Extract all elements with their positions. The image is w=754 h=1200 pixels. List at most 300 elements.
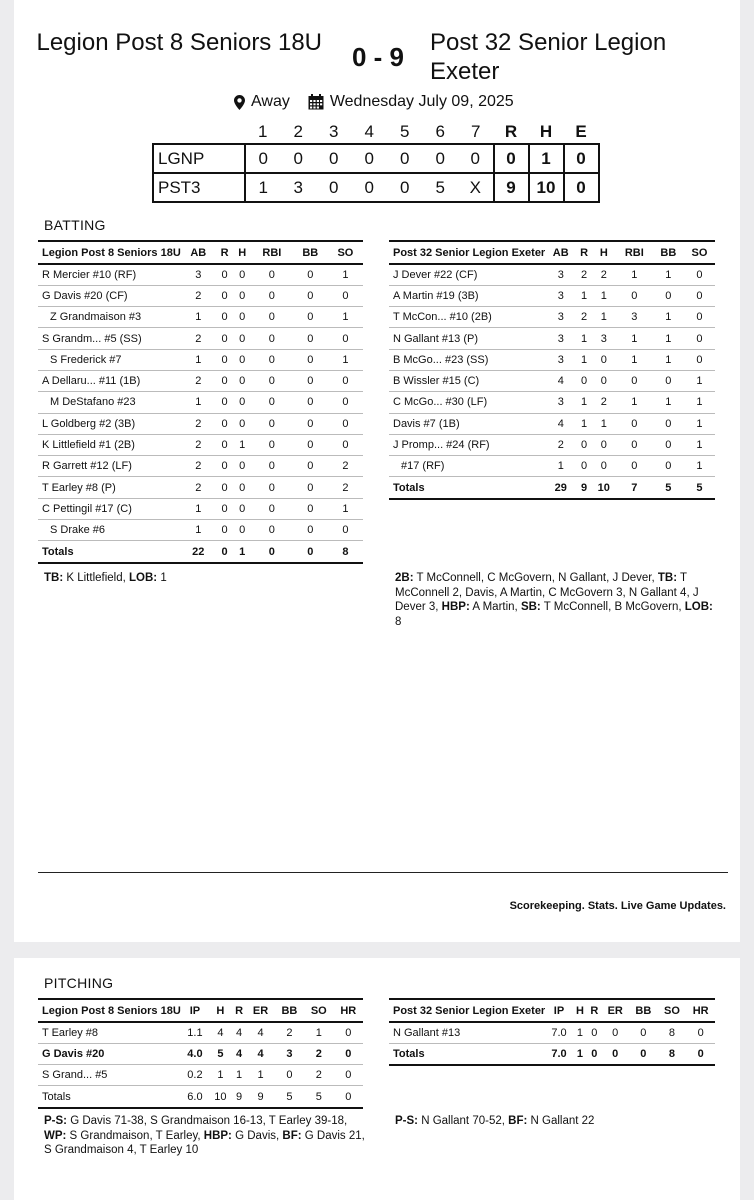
- line-score-header: [153, 120, 599, 144]
- stat-cell: 1: [592, 413, 616, 434]
- hits-total: 10: [529, 173, 564, 202]
- total-cell: 9: [232, 1086, 247, 1108]
- player-row: [38, 349, 363, 370]
- stat-cell: 1: [181, 520, 216, 541]
- stat-cell: 8: [658, 1022, 687, 1043]
- stat-cell: 0: [216, 477, 234, 498]
- inning-header: 7: [471, 121, 481, 141]
- stat-cell: 0: [328, 392, 363, 413]
- player-row: [389, 1022, 715, 1043]
- stat-cell: 3: [545, 349, 576, 370]
- stat-cell: 1: [233, 434, 251, 455]
- player-row: [389, 285, 715, 306]
- stat-cell: 0: [576, 456, 592, 477]
- runs-header: R: [504, 121, 518, 141]
- totals-label: Totals: [38, 541, 181, 563]
- note-label: TB:: [44, 572, 64, 584]
- player-name: G Davis #20 (CF): [38, 285, 181, 306]
- note-text: T McConnell 2, Davis, A Martin, C McGovern 3, N Gallant 4, J Dever 3,: [395, 572, 699, 613]
- stat-cell: 1: [181, 498, 216, 519]
- errors-total: 0: [564, 144, 599, 173]
- stat-cell: 0: [216, 392, 234, 413]
- stat-cell: 1: [328, 498, 363, 519]
- total-cell: 0: [587, 1043, 601, 1065]
- stat-cell: 1: [246, 1065, 274, 1086]
- inning-score: 0: [245, 144, 281, 173]
- note-text: A Martin,: [469, 601, 521, 613]
- stat-cell: 0: [216, 307, 234, 328]
- stat-cell: 4: [232, 1022, 247, 1043]
- player-name: C McGo... #30 (LF): [389, 392, 545, 413]
- player-name: M DeStafano #23: [38, 392, 181, 413]
- stat-cell: 0: [251, 520, 293, 541]
- inning-header: 5: [400, 121, 410, 141]
- inning-score: 0: [387, 173, 423, 202]
- note-label: BF:: [282, 1129, 302, 1142]
- column-header: SO: [328, 241, 363, 264]
- player-row: [38, 285, 363, 306]
- stat-cell: 1: [616, 349, 653, 370]
- stat-cell: 1: [181, 307, 216, 328]
- inning-score: 0: [352, 144, 388, 173]
- total-cell: 0: [216, 541, 234, 563]
- player-name: #17 (RF): [389, 456, 545, 477]
- stat-cell: 2: [181, 456, 216, 477]
- inning-header: 3: [329, 121, 339, 141]
- column-header: HR: [686, 999, 715, 1022]
- stat-cell: 0: [233, 349, 251, 370]
- total-cell: 1: [573, 1043, 587, 1065]
- total-cell: 10: [209, 1086, 232, 1108]
- stat-cell: 2: [592, 392, 616, 413]
- stat-cell: 0: [587, 1022, 601, 1043]
- player-name: S Frederick #7: [38, 349, 181, 370]
- stat-cell: 0: [576, 434, 592, 455]
- stat-cell: 0: [293, 520, 328, 541]
- footer-tagline: Scorekeeping. Stats. Live Game Updates.: [509, 900, 726, 912]
- stat-cell: 1: [616, 264, 653, 285]
- player-row: [38, 413, 363, 434]
- stat-cell: 0: [233, 370, 251, 391]
- player-name: J Promp... #24 (RF): [389, 434, 545, 455]
- stat-cell: 1: [592, 285, 616, 306]
- stat-cell: 0: [251, 413, 293, 434]
- column-header: H: [233, 241, 251, 264]
- player-row: [38, 456, 363, 477]
- stat-cell: 1: [304, 1022, 333, 1043]
- inning-score: 3: [281, 173, 317, 202]
- stat-cell: 0: [233, 285, 251, 306]
- player-row: [38, 370, 363, 391]
- column-header: BB: [293, 241, 328, 264]
- stat-cell: 0: [592, 456, 616, 477]
- totals-row: [38, 541, 363, 563]
- player-row: [389, 392, 715, 413]
- note-text: T McConnell, B McGovern,: [540, 601, 685, 613]
- stat-cell: 0: [629, 1022, 658, 1043]
- team-abbrev: LGNP: [153, 144, 245, 173]
- totals-row: [389, 1043, 715, 1065]
- stat-cell: 0: [653, 285, 684, 306]
- note-text: G Davis 21, S Grandmaison 4, T Earley 10: [44, 1129, 365, 1156]
- stat-cell: 0: [251, 456, 293, 477]
- stat-cell: 3: [592, 328, 616, 349]
- stat-cell: 0: [251, 264, 293, 285]
- stat-cell: 1: [684, 392, 715, 413]
- away-batting-notes: [44, 571, 364, 586]
- inning-header: 6: [435, 121, 445, 141]
- total-cell: 6.0: [181, 1086, 209, 1108]
- total-cell: 0: [686, 1043, 715, 1065]
- note-label: SB:: [520, 601, 541, 613]
- player-name: R Garrett #12 (LF): [38, 456, 181, 477]
- stat-cell: 0: [293, 413, 328, 434]
- stat-cell: 0: [233, 307, 251, 328]
- stat-cell: 0: [653, 434, 684, 455]
- map-pin-icon: [234, 95, 245, 110]
- column-header: R: [232, 999, 247, 1022]
- inning-header: 4: [364, 121, 374, 141]
- total-cell: 5: [275, 1086, 304, 1108]
- column-header: R: [587, 999, 601, 1022]
- stat-cell: 0: [686, 1022, 715, 1043]
- home-batting-table: [389, 240, 715, 500]
- stat-cell: 4: [545, 370, 576, 391]
- stat-cell: 1: [576, 328, 592, 349]
- player-name: N Gallant #13 (P): [389, 328, 545, 349]
- player-name: B McGo... #23 (SS): [389, 349, 545, 370]
- stat-cell: 0: [216, 349, 234, 370]
- player-row: [38, 477, 363, 498]
- hits-total: 1: [529, 144, 564, 173]
- stat-cell: 2: [545, 434, 576, 455]
- calendar-icon: [308, 94, 324, 110]
- stat-cell: 1: [653, 392, 684, 413]
- stat-cell: 1: [328, 264, 363, 285]
- team-header: Legion Post 8 Seniors 18U: [38, 241, 181, 264]
- stat-cell: 3: [275, 1043, 304, 1064]
- stat-cell: 0: [251, 434, 293, 455]
- column-header: H: [209, 999, 232, 1022]
- stat-cell: 0: [684, 264, 715, 285]
- stat-cell: 2: [576, 264, 592, 285]
- totals-row: [38, 1086, 363, 1108]
- total-cell: 5: [653, 477, 684, 499]
- home-pitching-notes: [395, 1114, 720, 1129]
- note-text: T McConnell, C McGovern, N Gallant, J Dever,: [413, 572, 658, 584]
- runs-total: 9: [494, 173, 529, 202]
- stat-cell: 0: [216, 413, 234, 434]
- player-row: [38, 1043, 363, 1064]
- stat-cell: 0: [251, 349, 293, 370]
- note-text: 8: [395, 615, 402, 628]
- inning-score: 0: [281, 144, 317, 173]
- note-text: N Gallant 70-52,: [418, 1115, 509, 1127]
- note-label: 2B:: [395, 572, 414, 584]
- stat-cell: 1: [576, 392, 592, 413]
- away-pitching-notes: [44, 1114, 369, 1158]
- stat-cell: 0: [216, 264, 234, 285]
- note-label: BF:: [508, 1115, 528, 1127]
- totals-row: [389, 477, 715, 499]
- player-row: [389, 328, 715, 349]
- note-text: G Davis,: [231, 1129, 283, 1142]
- stat-cell: 0: [616, 370, 653, 391]
- player-row: [389, 456, 715, 477]
- away-pitching-table: [38, 998, 363, 1109]
- stat-cell: 1: [232, 1065, 247, 1086]
- home-pitching-table: [389, 998, 715, 1066]
- stat-cell: 1: [684, 370, 715, 391]
- note-label: P-S:: [395, 1115, 418, 1127]
- home-batting-notes: [395, 571, 720, 629]
- stat-cell: 0: [251, 328, 293, 349]
- total-cell: 0: [251, 541, 293, 563]
- stat-cell: 0: [592, 370, 616, 391]
- stat-cell: 4: [545, 413, 576, 434]
- column-header: BB: [653, 241, 684, 264]
- stat-cell: 0: [616, 413, 653, 434]
- stat-cell: 0: [216, 370, 234, 391]
- stat-cell: 0: [293, 477, 328, 498]
- stat-cell: 2: [304, 1065, 333, 1086]
- column-header: R: [576, 241, 592, 264]
- player-name: A Martin #19 (3B): [389, 285, 545, 306]
- note-text: N Gallant 22: [527, 1115, 595, 1127]
- note-label: P-S:: [44, 1115, 67, 1127]
- hits-header: H: [539, 121, 553, 141]
- player-name: R Mercier #10 (RF): [38, 264, 181, 285]
- total-cell: 0: [629, 1043, 658, 1065]
- stat-cell: 0: [293, 307, 328, 328]
- stat-cell: 1: [653, 307, 684, 328]
- player-row: [38, 434, 363, 455]
- totals-label: Totals: [389, 1043, 545, 1065]
- total-cell: 7: [616, 477, 653, 499]
- stat-cell: 2: [592, 264, 616, 285]
- stat-cell: 2: [328, 456, 363, 477]
- stat-cell: 0: [216, 520, 234, 541]
- final-score: 0 - 9: [351, 42, 405, 72]
- player-name: B Wissler #15 (C): [389, 370, 545, 391]
- inning-score: 0: [387, 144, 423, 173]
- player-name: Davis #7 (1B): [389, 413, 545, 434]
- stat-cell: 3: [181, 264, 216, 285]
- inning-score: 0: [458, 144, 494, 173]
- stat-cell: 0: [328, 520, 363, 541]
- stat-cell: 3: [545, 307, 576, 328]
- total-cell: 0: [601, 1043, 629, 1065]
- stat-cell: 0: [616, 434, 653, 455]
- box-score-card: [14, 0, 740, 942]
- player-row: [389, 413, 715, 434]
- stat-cell: 0: [592, 434, 616, 455]
- player-row: [389, 349, 715, 370]
- runs-total: 0: [494, 144, 529, 173]
- stat-cell: 4.0: [181, 1043, 209, 1064]
- total-cell: 0: [293, 541, 328, 563]
- stat-cell: 0: [216, 328, 234, 349]
- stat-cell: 0: [293, 285, 328, 306]
- inning-score: X: [458, 173, 494, 202]
- player-name: A Dellaru... #11 (1B): [38, 370, 181, 391]
- player-name: T Earley #8 (P): [38, 477, 181, 498]
- stat-cell: 0: [334, 1043, 363, 1064]
- player-name: S Grand... #5: [38, 1065, 181, 1086]
- column-header: ER: [601, 999, 629, 1022]
- stat-cell: 2: [181, 285, 216, 306]
- stat-cell: 3: [545, 392, 576, 413]
- stat-cell: 0: [592, 349, 616, 370]
- stat-cell: 1: [576, 285, 592, 306]
- stat-cell: 4: [246, 1022, 274, 1043]
- line-score-row: [153, 144, 599, 173]
- stat-cell: 1: [616, 392, 653, 413]
- total-cell: 5: [684, 477, 715, 499]
- stat-cell: 0: [653, 413, 684, 434]
- player-name: J Dever #22 (CF): [389, 264, 545, 285]
- column-header: SO: [658, 999, 687, 1022]
- column-header: SO: [304, 999, 333, 1022]
- stat-cell: 0: [328, 328, 363, 349]
- stat-cell: 1: [684, 456, 715, 477]
- stat-cell: 2: [304, 1043, 333, 1064]
- player-row: [38, 1065, 363, 1086]
- stat-cell: 0: [293, 392, 328, 413]
- stat-cell: 0: [233, 328, 251, 349]
- stat-cell: 1: [328, 349, 363, 370]
- note-label: LOB:: [684, 601, 713, 613]
- stat-cell: 0: [328, 370, 363, 391]
- stat-cell: 1.1: [181, 1022, 209, 1043]
- stat-cell: 1: [684, 413, 715, 434]
- player-name: T McCon... #10 (2B): [389, 307, 545, 328]
- column-header: IP: [545, 999, 573, 1022]
- column-header: AB: [181, 241, 216, 264]
- errors-header: E: [575, 121, 587, 141]
- stat-cell: 0: [684, 285, 715, 306]
- inning-score: 0: [352, 173, 388, 202]
- stat-cell: 5: [209, 1043, 232, 1064]
- stat-cell: 0: [216, 498, 234, 519]
- player-name: S Grandm... #5 (SS): [38, 328, 181, 349]
- game-date: Wednesday July 09, 2025: [329, 93, 514, 110]
- stat-cell: 0: [293, 456, 328, 477]
- column-header: SO: [684, 241, 715, 264]
- location-label: Away: [251, 93, 290, 110]
- player-row: [389, 264, 715, 285]
- pitching-title: PITCHING: [44, 975, 114, 991]
- stat-cell: 2: [181, 434, 216, 455]
- player-name: C Pettingil #17 (C): [38, 498, 181, 519]
- stat-cell: 1: [181, 392, 216, 413]
- total-cell: 7.0: [545, 1043, 573, 1065]
- home-team-name: Post 32 Senior Legion Exeter: [430, 29, 667, 85]
- stat-cell: 0: [251, 285, 293, 306]
- stat-cell: 0: [233, 477, 251, 498]
- stat-cell: 4: [246, 1043, 274, 1064]
- column-header: AB: [545, 241, 576, 264]
- stat-cell: 1: [653, 349, 684, 370]
- stat-cell: 1: [592, 307, 616, 328]
- stat-cell: 0: [293, 328, 328, 349]
- player-row: [38, 392, 363, 413]
- stat-cell: 0: [601, 1022, 629, 1043]
- stat-cell: 2: [275, 1022, 304, 1043]
- stat-cell: 0: [293, 434, 328, 455]
- total-cell: 8: [328, 541, 363, 563]
- total-cell: 10: [592, 477, 616, 499]
- stat-cell: 0: [216, 285, 234, 306]
- column-header: BB: [629, 999, 658, 1022]
- player-name: N Gallant #13: [389, 1022, 545, 1043]
- stat-cell: 7.0: [545, 1022, 573, 1043]
- stat-cell: 0: [328, 434, 363, 455]
- team-header: Legion Post 8 Seniors 18U: [38, 999, 181, 1022]
- stat-cell: 0: [233, 520, 251, 541]
- player-row: [38, 328, 363, 349]
- inning-score: 1: [245, 173, 281, 202]
- player-name: S Drake #6: [38, 520, 181, 541]
- inning-score: 0: [316, 173, 352, 202]
- away-batting-table: [38, 240, 363, 564]
- player-row: [389, 370, 715, 391]
- column-header: RBI: [616, 241, 653, 264]
- stat-cell: 1: [653, 264, 684, 285]
- stat-cell: 0: [576, 370, 592, 391]
- stat-cell: 3: [545, 285, 576, 306]
- stat-cell: 3: [545, 264, 576, 285]
- stat-cell: 0: [616, 285, 653, 306]
- stat-cell: 1: [573, 1022, 587, 1043]
- stat-cell: 0: [653, 456, 684, 477]
- stat-cell: 0: [684, 328, 715, 349]
- team-abbrev: PST3: [153, 173, 245, 202]
- player-row: [389, 434, 715, 455]
- total-cell: 9: [246, 1086, 274, 1108]
- inning-score: 0: [316, 144, 352, 173]
- player-name: L Goldberg #2 (3B): [38, 413, 181, 434]
- total-cell: 9: [576, 477, 592, 499]
- note-label: HBP:: [203, 1129, 232, 1142]
- game-info: [234, 93, 514, 111]
- stats-header-row: [389, 999, 715, 1022]
- inning-header: 2: [293, 121, 303, 141]
- stat-cell: 2: [181, 413, 216, 434]
- stat-cell: 4: [209, 1022, 232, 1043]
- stat-cell: 0: [251, 477, 293, 498]
- total-cell: 1: [233, 541, 251, 563]
- total-cell: 5: [304, 1086, 333, 1108]
- column-header: BB: [275, 999, 304, 1022]
- stat-cell: 2: [181, 370, 216, 391]
- stat-cell: 1: [209, 1065, 232, 1086]
- stat-cell: 1: [576, 349, 592, 370]
- team-header: Post 32 Senior Legion Exeter: [389, 999, 545, 1022]
- line-score-row: [153, 173, 599, 202]
- stat-cell: 0: [293, 349, 328, 370]
- stat-cell: 1: [328, 307, 363, 328]
- stat-cell: 1: [576, 413, 592, 434]
- total-cell: 0: [334, 1086, 363, 1108]
- player-row: [38, 307, 363, 328]
- batting-title: BATTING: [44, 217, 106, 233]
- note-text: 1: [157, 572, 167, 584]
- column-header: H: [573, 999, 587, 1022]
- stat-cell: 0: [251, 307, 293, 328]
- stats-header-row: [389, 241, 715, 264]
- stat-cell: 0: [275, 1065, 304, 1086]
